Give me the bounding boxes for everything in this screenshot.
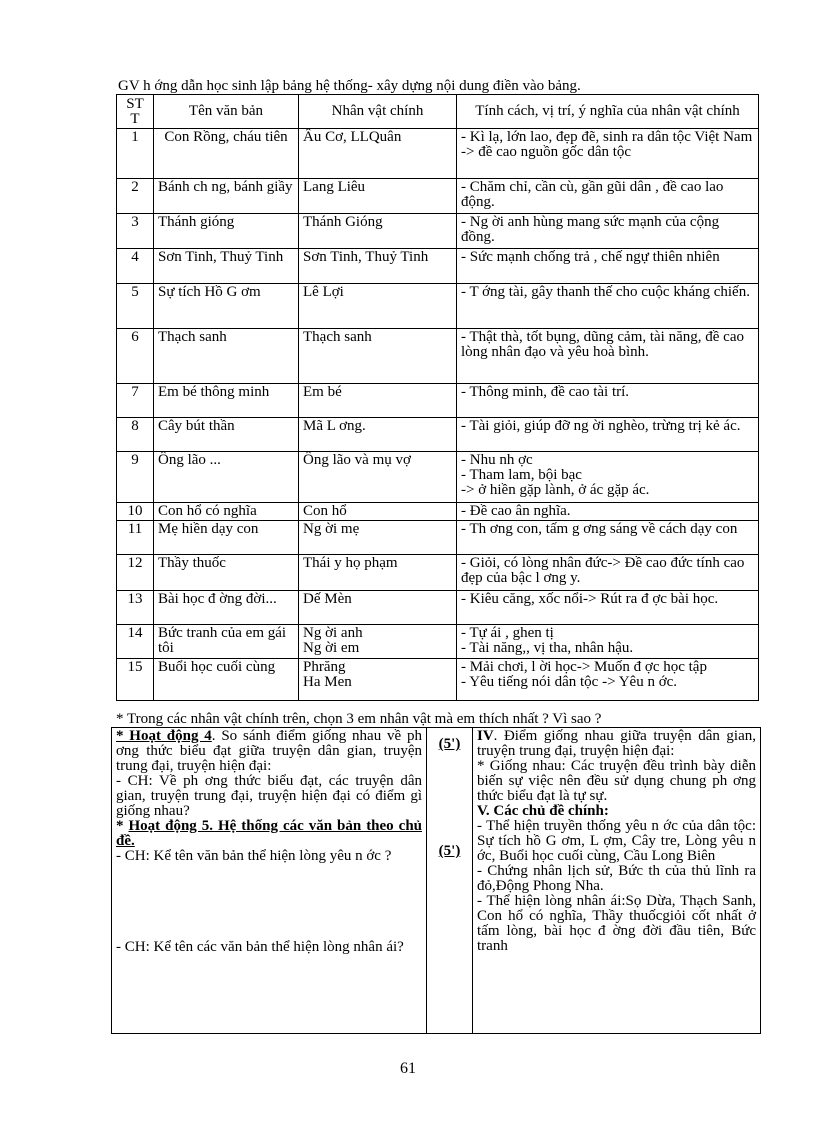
- table-row: [117, 418, 759, 452]
- activity-table: [111, 727, 761, 1034]
- cell-title: Bánh ch ng, bánh giầy: [154, 179, 299, 214]
- cell-character: Ông lão và mụ vợ: [299, 452, 457, 503]
- cell-stt: 3: [117, 214, 154, 249]
- cell-character: Sơn Tinh, Thuỷ Tinh: [299, 249, 457, 284]
- header-title: Tên văn bản: [154, 95, 299, 129]
- time-cell: [427, 728, 473, 1034]
- table-row: [117, 659, 759, 701]
- cell-stt: 10: [117, 503, 154, 521]
- cell-character: Thái y họ phạm: [299, 555, 457, 591]
- cell-meaning: - T ớng tài, gây thanh thế cho cuộc kháng chiến.: [457, 284, 759, 329]
- cell-title: Con Rồng, cháu tiên: [154, 129, 299, 179]
- cell-title: Buổi học cuối cùng: [154, 659, 299, 701]
- cell-stt: 13: [117, 591, 154, 625]
- cell-meaning: - Nhu nh ợc - Tham lam, bội bạc -> ở hiền gặp lành, ở ác gặp ác.: [457, 452, 759, 503]
- cell-meaning: - Thật thà, tốt bụng, dũng cảm, tài năng, đề cao lòng nhân đạo và yêu hoà bình.: [457, 329, 759, 384]
- cell-meaning: - Thông minh, đề cao tài trí.: [457, 384, 759, 418]
- cell-title: Em bé thông minh: [154, 384, 299, 418]
- cell-stt: 5: [117, 284, 154, 329]
- question-line: * Trong các nhân vật chính trên, chọn 3 em nhân vật mà em thích nhất ? Vì sao ?: [116, 711, 602, 727]
- section-iv-similarity: * Giống nhau: Các truyện đều trình bày diễn biến sự việc nên đều sử dụng chung ph ơng thức biểu đạt là tự sự.: [477, 758, 756, 804]
- cell-character: Lang Liêu: [299, 179, 457, 214]
- cell-stt: 2: [117, 179, 154, 214]
- cell-stt: 4: [117, 249, 154, 284]
- cell-title: Ông lão ...: [154, 452, 299, 503]
- table-row: [117, 129, 759, 179]
- cell-title: Cây bút thần: [154, 418, 299, 452]
- table-row: [117, 625, 759, 659]
- table-row: [117, 214, 759, 249]
- header-meaning: Tính cách, vị trí, ý nghĩa của nhân vật chính: [457, 95, 759, 129]
- cell-stt: 6: [117, 329, 154, 384]
- cell-title: Thạch sanh: [154, 329, 299, 384]
- cell-meaning: - Ng ời anh hùng mang sức mạnh của cộng đồng.: [457, 214, 759, 249]
- activity-4-question: - CH: Về ph ơng thức biểu đạt, các truyện dân gian, truyện trung đại, truyện hiện đại có điểm gì giống nhau?: [116, 773, 422, 819]
- cell-stt: 15: [117, 659, 154, 701]
- cell-stt: 8: [117, 418, 154, 452]
- table-header-row: [117, 95, 759, 129]
- table-row: [117, 521, 759, 555]
- cell-character: Dế Mèn: [299, 591, 457, 625]
- table-row: [117, 384, 759, 418]
- cell-meaning: - Th ơng con, tấm g ơng sáng về cách dạy con: [457, 521, 759, 555]
- instruction-line: GV h ớng dẫn học sinh lập bảng hệ thống- xây dựng nội dung điền vào bảng.: [118, 78, 581, 94]
- cell-character: Thạch sanh: [299, 329, 457, 384]
- table-row: [117, 179, 759, 214]
- cell-meaning: - Mải chơi, l ời học-> Muốn đ ợc học tập - Yêu tiếng nói dân tộc -> Yêu n ớc.: [457, 659, 759, 701]
- cell-title: Sự tích Hồ G ơm: [154, 284, 299, 329]
- cell-meaning: - Kiêu căng, xốc nổi-> Rút ra đ ợc bài học.: [457, 591, 759, 625]
- table-row: [117, 503, 759, 521]
- activity-5-title: Hoạt động 5. Hệ thống các văn bản theo chủ đề.: [116, 818, 422, 849]
- teacher-activities-cell: * Hoạt động 4. So sánh điểm giống nhau về ph ơng thức biểu đạt giữa truyện dân gian, truyện trung đại, truyện hiện đại: - CH: Về ph ơng thức biểu đạt, các truyện dân gian, truyện trung đại, truyện hiện đại có điểm gì giống nhau? * Hoạt động 5. Hệ thống các văn bản theo chủ đề. - CH: Kể tên văn bản thể hiện lòng yêu n ớc ? - CH: Kể tên các văn bản thể hiện lòng nhân ái?: [112, 728, 427, 1034]
- cell-stt: 9: [117, 452, 154, 503]
- page-number: 61: [400, 1060, 416, 1077]
- table-row: [117, 591, 759, 625]
- table-row: [117, 555, 759, 591]
- section-v-item-2: - Chứng nhân lịch sử, Bức th của thủ lĩnh ra đỏ,Động Phong Nha.: [477, 863, 756, 894]
- cell-stt: 12: [117, 555, 154, 591]
- section-v-title: V. Các chủ đề chính:: [477, 803, 609, 819]
- cell-character: Lê Lợi: [299, 284, 457, 329]
- cell-character: Âu Cơ, LLQuân: [299, 129, 457, 179]
- cell-meaning: - Sức mạnh chống trả , chế ngự thiên nhiên: [457, 249, 759, 284]
- section-iv-title: IV: [477, 728, 494, 744]
- cell-meaning: - Kì lạ, lớn lao, đẹp đẽ, sinh ra dân tộc Việt Nam -> đề cao nguồn gốc dân tộc: [457, 129, 759, 179]
- cell-character: Phrăng Ha Men: [299, 659, 457, 701]
- activity-5-question-1: - CH: Kể tên văn bản thể hiện lòng yêu n ớc ?: [116, 848, 392, 864]
- activity-4-title: * Hoạt động 4: [116, 728, 212, 744]
- cell-meaning: - Giỏi, có lòng nhân đức-> Đề cao đức tính cao đẹp của bậc l ơng y.: [457, 555, 759, 591]
- cell-stt: 11: [117, 521, 154, 555]
- header-stt: ST T: [117, 95, 154, 129]
- cell-character: Ng ời mẹ: [299, 521, 457, 555]
- cell-title: Bức tranh của em gái tôi: [154, 625, 299, 659]
- table-row: [117, 452, 759, 503]
- table-row: [117, 249, 759, 284]
- cell-title: Thầy thuốc: [154, 555, 299, 591]
- table-row: [117, 284, 759, 329]
- header-character: Nhân vật chính: [299, 95, 457, 129]
- cell-title: Bài học đ ờng đời...: [154, 591, 299, 625]
- activity-4-text: . So sánh điểm giống nhau về ph ơng thức biểu đạt giữa truyện dân gian, truyện trung đại, truyện hiện đại:: [116, 728, 422, 774]
- section-v-item-3: - Thể hiện lòng nhân ái:Sọ Dừa, Thạch Sanh, Con hổ có nghĩa, Thầy thuốcgiỏi cốt nhất ở tấm lòng, bài học đ ờng đời đầu tiên, Bức tranh: [477, 893, 756, 954]
- cell-title: Thánh gióng: [154, 214, 299, 249]
- cell-character: Con hổ: [299, 503, 457, 521]
- cell-character: Mã L ơng.: [299, 418, 457, 452]
- cell-title: Mẹ hiền dạy con: [154, 521, 299, 555]
- cell-meaning: - Tự ái , ghen tị - Tài năng,, vị tha, nhân hậu.: [457, 625, 759, 659]
- cell-meaning: - Tài giỏi, giúp đỡ ng ời nghèo, trừng trị kẻ ác.: [457, 418, 759, 452]
- cell-meaning: - Chăm chỉ, cần cù, gần gũi dân , đề cao lao động.: [457, 179, 759, 214]
- section-iv-text: . Điểm giống nhau giữa truyện dân gian, truyện trung đại, truyện hiện đại:: [477, 728, 756, 759]
- cell-meaning: - Đề cao ân nghĩa.: [457, 503, 759, 521]
- cell-stt: 1: [117, 129, 154, 179]
- cell-title: Con hổ có nghĩa: [154, 503, 299, 521]
- activity-5-question-2: - CH: Kể tên các văn bản thể hiện lòng nhân ái?: [116, 939, 404, 955]
- section-v-item-1: - Thể hiện truyền thống yêu n ớc của dân tộc: Sự tích hồ G ơm, L ợm, Cây tre, Lòng yêu n ớc, Buổi học cuối cùng, Cầu Long Biên: [477, 818, 756, 864]
- cell-character: Ng ời anh Ng ời em: [299, 625, 457, 659]
- cell-stt: 14: [117, 625, 154, 659]
- time-label-1: (5'): [438, 736, 461, 752]
- content-cell: [473, 728, 761, 1034]
- cell-character: Em bé: [299, 384, 457, 418]
- table-row: [117, 329, 759, 384]
- cell-stt: 7: [117, 384, 154, 418]
- cell-title: Sơn Tinh, Thuỷ Tinh: [154, 249, 299, 284]
- time-label-2: (5'): [438, 843, 461, 859]
- character-summary-table: [116, 94, 759, 701]
- cell-character: Thánh Gióng: [299, 214, 457, 249]
